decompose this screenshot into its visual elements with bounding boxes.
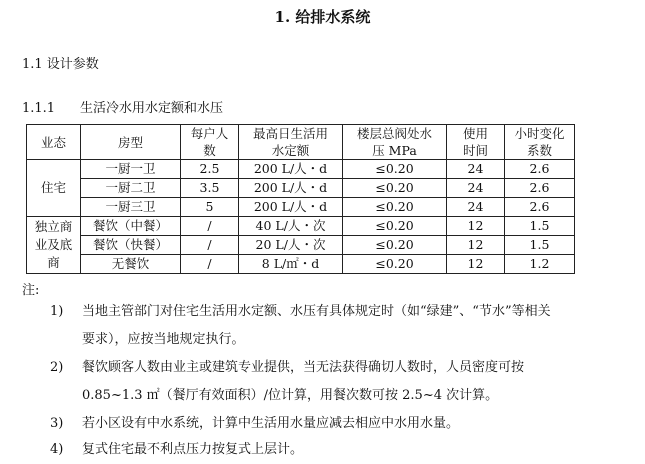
note-item xyxy=(50,298,562,354)
header-cell-type: 业态 xyxy=(27,125,81,160)
table-cell: 200 L/人・d xyxy=(239,160,343,179)
table-cell: 2.5 xyxy=(181,160,239,179)
header-cell-hours: 使用 时间 xyxy=(447,125,505,160)
table-cell: 20 L/人・次 xyxy=(239,236,343,255)
table-cell: 一厨二卫 xyxy=(81,179,181,198)
table-cell: 2.6 xyxy=(505,160,575,179)
table-row xyxy=(27,160,575,179)
note-text: 当地主管部门对住宅生活用水定额、水压有具体规定时（如“绿建”、“节水”等相关要求），应按当地规定执行。 xyxy=(82,304,551,347)
table-row xyxy=(27,236,575,255)
table-cell: ≤0.20 xyxy=(343,198,447,217)
subsection-title: 生活冷水用水定额和水压 xyxy=(80,101,224,116)
note-text: 餐饮顾客人数由业主或建筑专业提供，当无法获得确切人数时，人员密度可按0.85~1.3 ㎡（餐厅有效面积）/位计算，用餐次数可按 2.5~4 次计算。 xyxy=(82,360,525,403)
table-cell: 一厨一卫 xyxy=(81,160,181,179)
table-cell: 24 xyxy=(447,198,505,217)
table-cell: / xyxy=(181,255,239,274)
table-cell: 2.6 xyxy=(505,198,575,217)
table-cell: 12 xyxy=(447,255,505,274)
table-cell: / xyxy=(181,236,239,255)
table-cell: 200 L/人・d xyxy=(239,198,343,217)
note-number: 1) xyxy=(50,304,64,319)
table-cell: 200 L/人・d xyxy=(239,179,343,198)
table-cell: / xyxy=(181,217,239,236)
header-cell-factor: 小时变化 系数 xyxy=(505,125,575,160)
note-number: 4) xyxy=(50,442,64,457)
table-cell: 8 L/㎡・d xyxy=(239,255,343,274)
document-title: 1. 给排水系统 xyxy=(274,8,371,26)
table-cell: 12 xyxy=(447,236,505,255)
note-number: 3) xyxy=(50,416,64,431)
table-cell: 5 xyxy=(181,198,239,217)
table-row xyxy=(27,198,575,217)
section-heading: 1.1 设计参数 xyxy=(22,57,99,72)
table-cell: 3.5 xyxy=(181,179,239,198)
table-cell: 餐饮（中餐） xyxy=(81,217,181,236)
subsection-number: 1.1.1 xyxy=(22,101,56,116)
note-number: 2) xyxy=(50,360,64,375)
table-cell: 12 xyxy=(447,217,505,236)
table-cell: 1.5 xyxy=(505,236,575,255)
table-cell: ≤0.20 xyxy=(343,160,447,179)
subsection-heading xyxy=(22,97,223,116)
note-text: 复式住宅最不利点压力按复式上层计。 xyxy=(82,442,304,457)
table-header-row xyxy=(27,125,575,160)
note-item xyxy=(50,436,562,464)
table-cell: ≤0.20 xyxy=(343,217,447,236)
table-cell: 一厨三卫 xyxy=(81,198,181,217)
table-cell: 无餐饮 xyxy=(81,255,181,274)
header-cell-persons: 每户人 数 xyxy=(181,125,239,160)
table-cell: ≤0.20 xyxy=(343,236,447,255)
note-item xyxy=(50,354,562,410)
table-row xyxy=(27,255,575,274)
table-cell: ≤0.20 xyxy=(343,179,447,198)
group-cell-commercial: 独立商 业及底 商 xyxy=(27,217,81,274)
table-cell: ≤0.20 xyxy=(343,255,447,274)
header-cell-quota: 最高日生活用 水定额 xyxy=(239,125,343,160)
note-text: 若小区设有中水系统，计算中生活用水量应减去相应中水用水量。 xyxy=(82,416,460,431)
table-cell: 24 xyxy=(447,179,505,198)
table-cell: 1.5 xyxy=(505,217,575,236)
table-cell: 1.2 xyxy=(505,255,575,274)
table-cell: 餐饮（快餐） xyxy=(81,236,181,255)
notes-label: 注: xyxy=(22,283,40,298)
header-cell-room: 房型 xyxy=(81,125,181,160)
group-cell-residential: 住宅 xyxy=(27,160,81,217)
table-row xyxy=(27,179,575,198)
header-cell-pressure: 楼层总阀处水 压 MPa xyxy=(343,125,447,160)
water-quota-table xyxy=(26,124,575,274)
table-cell: 40 L/人・次 xyxy=(239,217,343,236)
table-cell: 24 xyxy=(447,160,505,179)
table-row xyxy=(27,217,575,236)
note-item xyxy=(50,410,562,438)
table-cell: 2.6 xyxy=(505,179,575,198)
